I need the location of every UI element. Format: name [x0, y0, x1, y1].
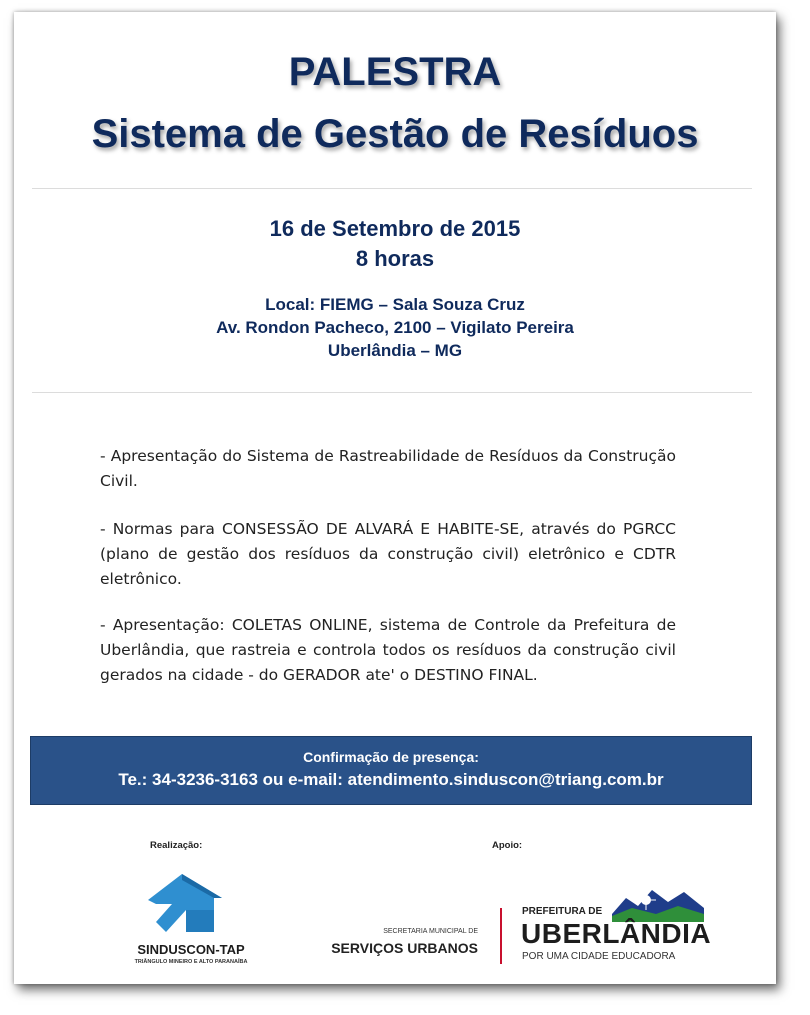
confirmation-heading: Confirmação de presença:	[303, 749, 479, 765]
flyer-page	[14, 12, 776, 984]
uberlandia-name: UBERLÂNDIA	[521, 918, 712, 949]
realizacao-label: Realização:	[150, 840, 203, 851]
event-date: 16 de Setembro de 2015	[269, 216, 521, 241]
confirmation-contact[interactable]: Te.: 34-3236-3163 ou e-mail: atendimento.sinduscon@triang.com.br	[118, 770, 664, 789]
confirmation-banner	[30, 736, 752, 805]
topic-paragraph: - Apresentação: COLETAS ONLINE, sistema de Controle da Prefeitura de Uberlândia, que rastreia e controla todos os resíduos da construção civil gerados na cidade - do GERADOR ate' o DESTINO FINAL.	[100, 616, 676, 684]
sinduscon-logo	[126, 870, 256, 970]
event-city: Uberlândia – MG	[327, 341, 463, 360]
sinduscon-subtitle: TRIÂNGULO MINEIRO E ALTO PARANAÍBA	[134, 959, 248, 965]
sinduscon-name: SINDUSCON-TAP	[137, 942, 245, 957]
divider-top	[32, 188, 752, 189]
secretaria-line1: SECRETARIA MUNICIPAL DE	[383, 928, 478, 935]
apoio-label: Apoio:	[492, 840, 523, 851]
title-subject: Sistema de Gestão de Resíduos	[91, 112, 699, 156]
logo-divider	[500, 908, 502, 964]
house-arrow-icon	[126, 870, 256, 944]
divider-middle	[32, 392, 752, 393]
event-address: Av. Rondon Pacheco, 2100 – Vigilato Pereira	[216, 318, 574, 337]
secretaria-line2: SERVIÇOS URBANOS	[331, 940, 478, 956]
uberlandia-logo	[521, 884, 712, 974]
landscape-icon	[612, 886, 704, 922]
event-location: Local: FIEMG – Sala Souza Cruz	[265, 295, 525, 314]
event-time: 8 horas	[355, 246, 435, 271]
uberlandia-slogan: POR UMA CIDADE EDUCADORA	[522, 951, 676, 962]
secretaria-logo	[320, 924, 480, 964]
topic-paragraph: - Normas para CONSESSÃO DE ALVARÁ E HABITE-SE, através do PGRCC (plano de gestão dos resíduos da construção civil) eletrônico e CDTR eletrônico.	[100, 520, 676, 588]
title-palestra: PALESTRA	[288, 50, 502, 94]
prefeitura-label: PREFEITURA DE	[522, 906, 603, 917]
topic-paragraph: - Apresentação do Sistema de Rastreabilidade de Resíduos da Construção Civil.	[100, 447, 676, 490]
